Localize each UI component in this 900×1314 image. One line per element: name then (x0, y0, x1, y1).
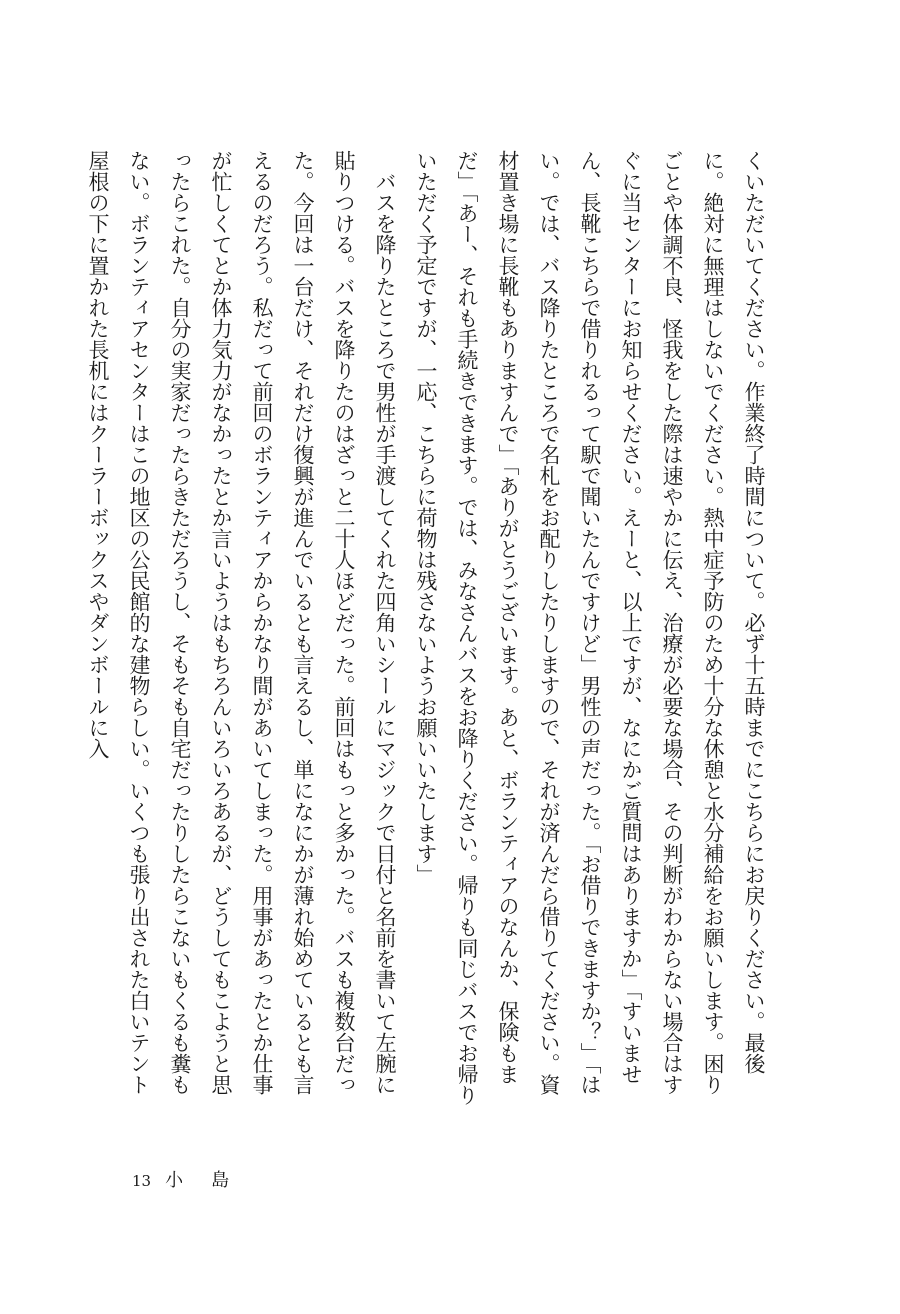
running-title: 小島 (165, 1170, 258, 1191)
paragraph: バスを降りたところで男性が手渡してくれた四角いシールにマジックで日付と名前を書いて左腕に貼りつける。バスを降りたのはざっと二十人ほどだった。前回はもっと多かった。バスも複数台だった。今回は一台だけ、それだけ復興が進んでいるとも言えるし、単になにかが薄れ始めているとも言えるのだろう。私だって前回のボランティアからかなり間があいてしまった。用事があったとか仕事が忙しくてとか体力気力がなかったとか言いようはもちろんいろいろあるが、どうしてもこようと思ったらこれた。自分の実家だったらきただろうし、そもそも自宅だったりしたらこないもくるも糞もない。ボランティアセンターはこの地区の公民館的な建物らしい。いくつも張り出された白いテント屋根の下に置かれた長机にはクーラーボックスやダンボールに入 (86, 150, 397, 1095)
page-footer (132, 1166, 257, 1192)
paragraph: くいただいてください。作業終了時間について。必ず十五時までにこちらにお戻りください。最後に。絶対に無理はしないでください。熱中症予防のため十分な休憩と水分補給をお願いします。困りごとや体調不良、怪我をした際は速やかに伝え、治療が必要な場合、その判断がわからない場合はすぐに当センターにお知らせください。えーと、以上ですが、なにかご質問はありますか」「すいません、長靴こちらで借りれるって駅で聞いたんですけど」男性の声だった。「お借りできますか？」「はい。では、バス降りたところで名札をお配りしたりしますので、それが済んだら借りてください。資材置き場に長靴もありますんで」「ありがとうございます。あと、ボランティアのなんか、保険もまだ」「あー、それも手続きできます。では、みなさんバスをお降りください。帰りも同じバスでお帰りいただく予定ですが、一応、こちらに荷物は残さないようお願いいたします」 (414, 150, 766, 1106)
page-number: 13 (132, 1172, 152, 1190)
body-text (86, 150, 774, 1110)
